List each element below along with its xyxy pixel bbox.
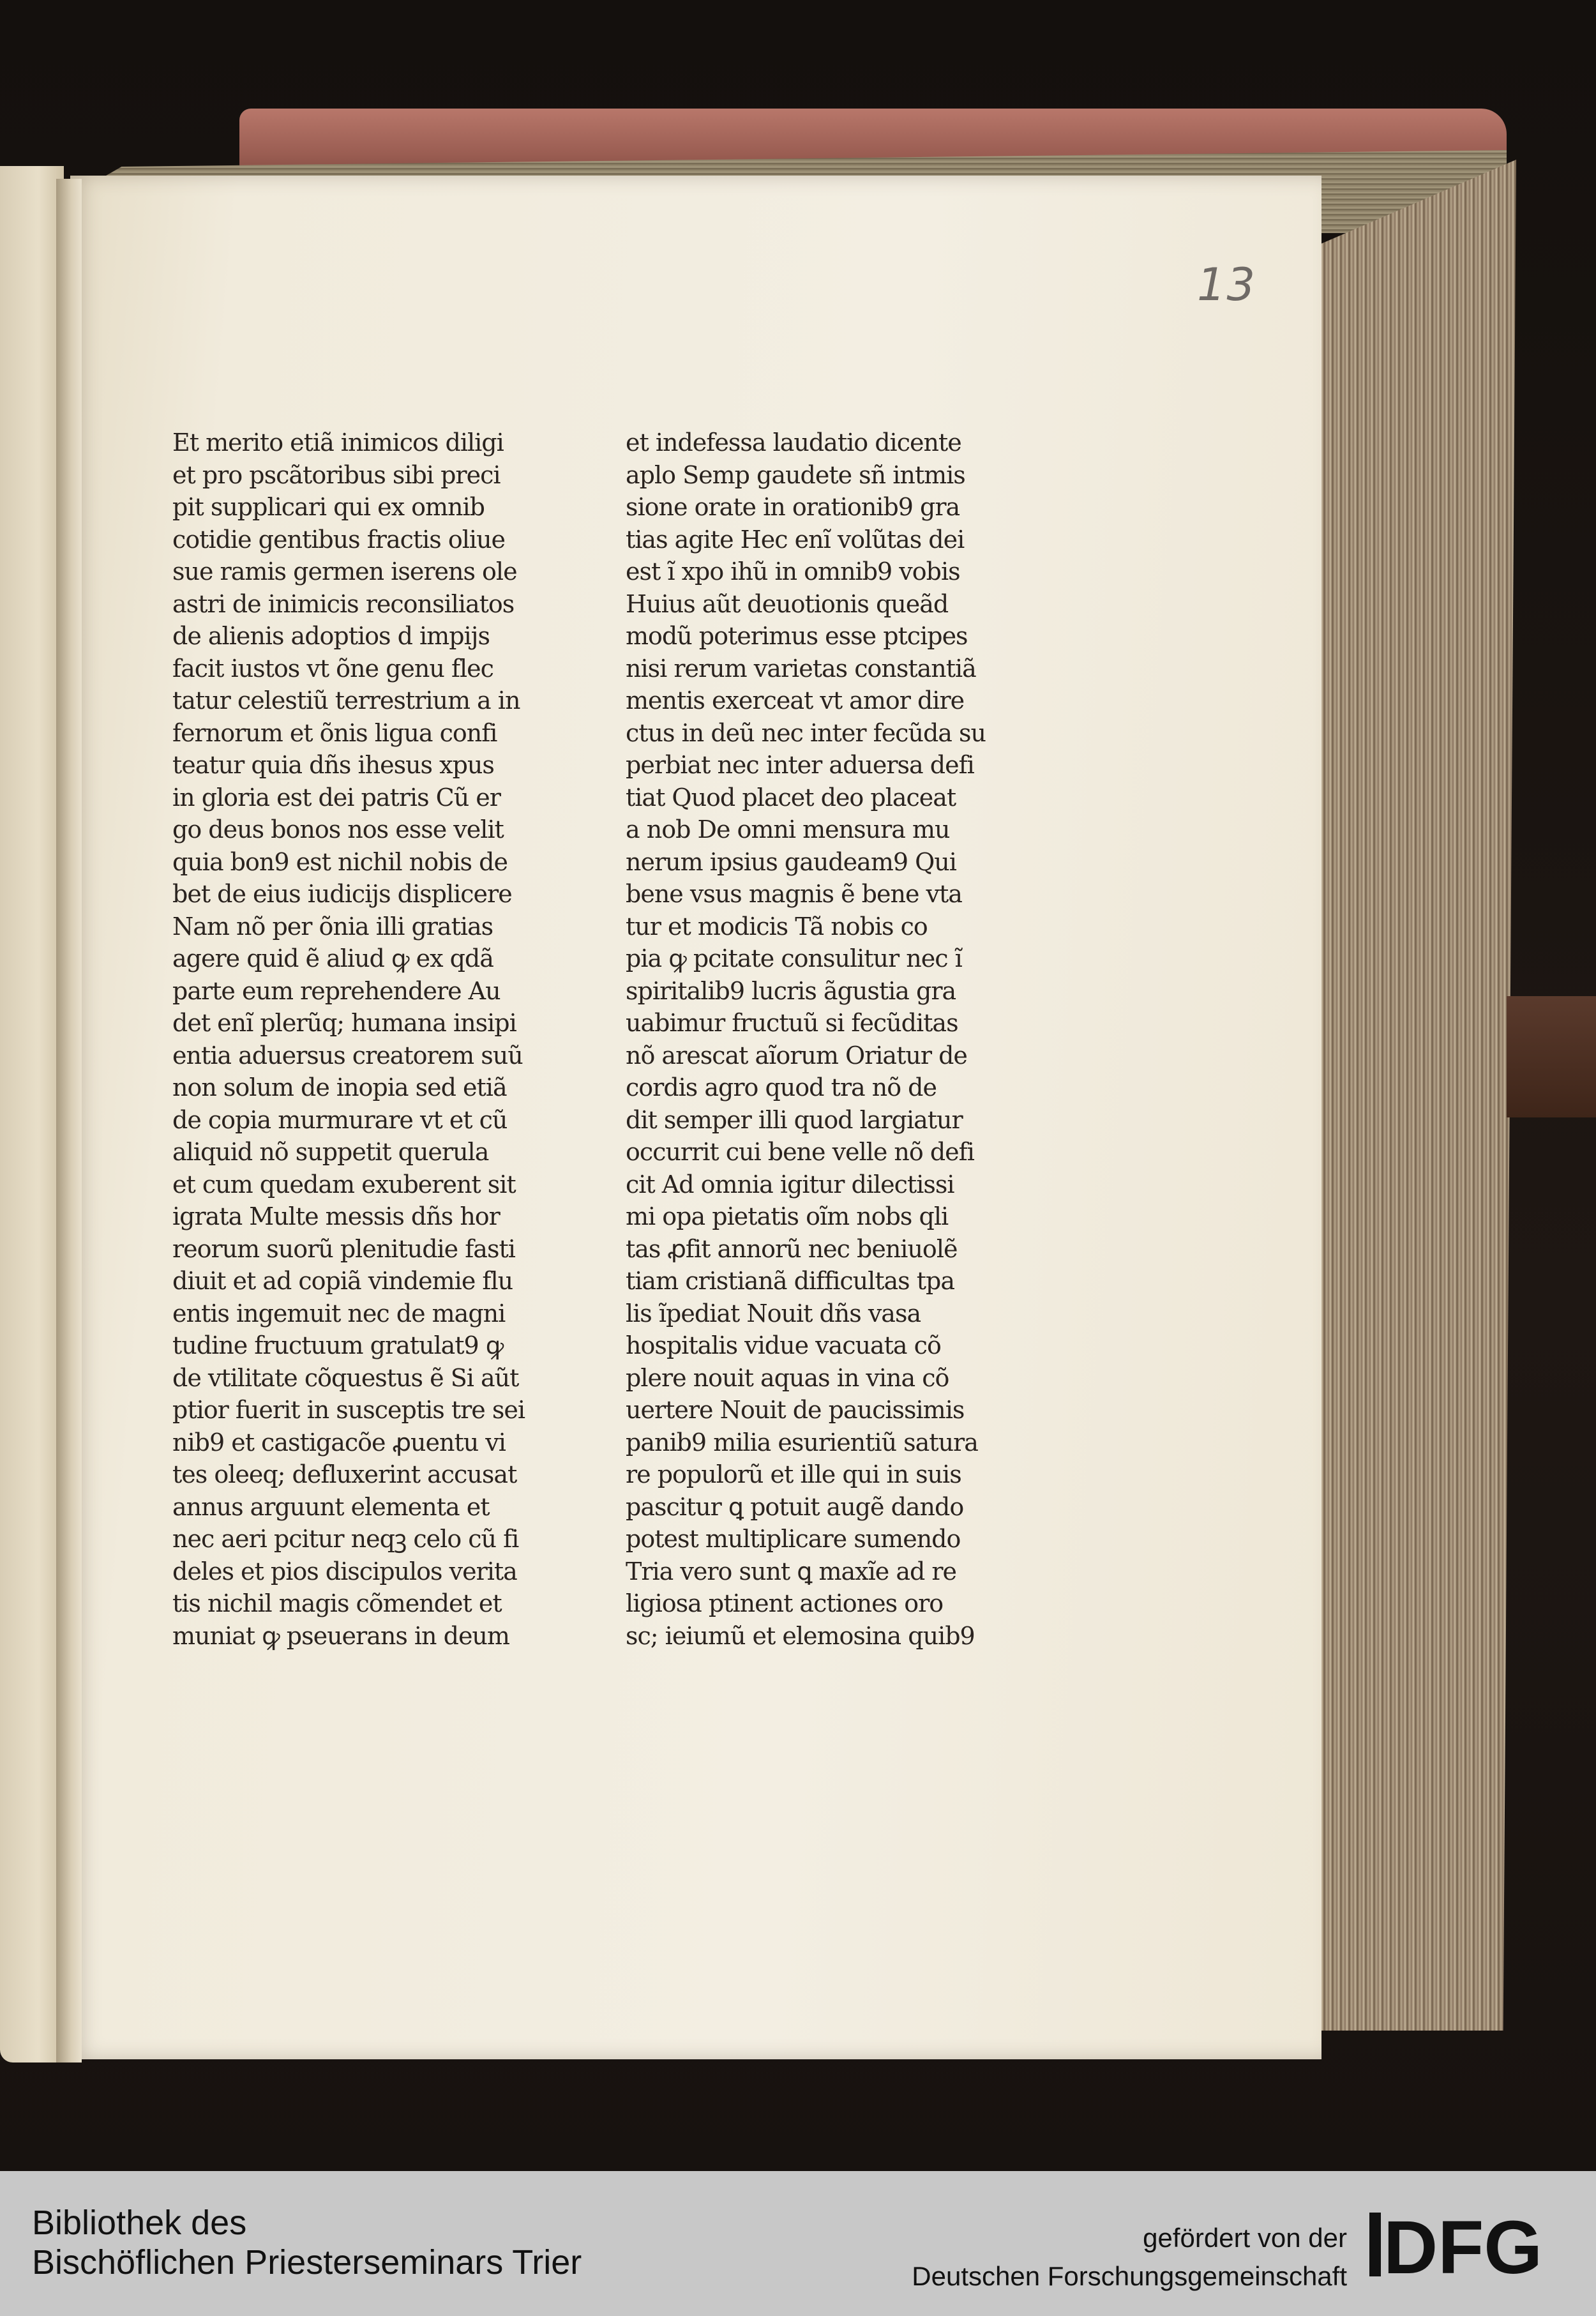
text-line: reorum suorũ plenitudie fasti bbox=[172, 1234, 515, 1263]
text-line: et indefessa laudatio dicente bbox=[626, 428, 961, 457]
funding-line-2: Deutschen Forschungsgemeinschaft bbox=[912, 2261, 1347, 2291]
text-line: det enĩ plerũq; humana insipi bbox=[172, 1009, 516, 1037]
text-line: ligiosa ptinent actiones oro bbox=[626, 1589, 944, 1617]
text-line: Et merito etiã inimicos diligi bbox=[172, 428, 504, 457]
text-line: sue ramis germen iserens ole bbox=[172, 557, 517, 586]
text-line: tis nichil magis cõmendet et bbox=[172, 1589, 502, 1617]
text-line: perbiat nec inter aduersa defi bbox=[626, 751, 974, 779]
text-line: uabimur fructuũ si fecũditas bbox=[626, 1009, 958, 1037]
text-line: nisi rerum varietas constantiã bbox=[626, 654, 976, 683]
text-line: dit semper illi quod largiatur bbox=[626, 1105, 963, 1134]
text-line: nerum ipsius gaudeam9 Qui bbox=[626, 847, 956, 876]
text-line: lis ĩpediat Nouit dñs vasa bbox=[626, 1299, 921, 1328]
text-line: go deus bonos nos esse velit bbox=[172, 815, 504, 844]
text-line: fernorum et õnis ligua confi bbox=[172, 718, 497, 747]
text-line: de vtilitate cõquestus ẽ Si aũt bbox=[172, 1363, 519, 1392]
text-line: plere nouit aquas in vina cõ bbox=[626, 1363, 949, 1392]
book-gutter bbox=[56, 179, 82, 2062]
text-line: et pro pscãtoribus sibi preci bbox=[172, 460, 501, 489]
text-line: a nob De omni mensura mu bbox=[626, 815, 950, 844]
text-line: ctus in deũ nec inter fecũda su bbox=[626, 718, 986, 747]
text-line: uertere Nouit de paucissimis bbox=[626, 1396, 965, 1424]
text-line: de copia murmurare vt et cũ bbox=[172, 1105, 508, 1134]
text-line: pascitur ꝗ potuit augẽ dando bbox=[626, 1492, 964, 1521]
text-line: deles et pios discipulos verita bbox=[172, 1557, 517, 1586]
text-line: tias agite Hec enĩ volũtas dei bbox=[626, 525, 965, 554]
text-line: potest multiplicare sumendo bbox=[626, 1525, 961, 1553]
text-line: mi opa pietatis oĩm nobs qli bbox=[626, 1202, 949, 1230]
funding-line-1: gefördert von der bbox=[1143, 2223, 1347, 2253]
text-line: diuit et ad copiã vindemie flu bbox=[172, 1267, 513, 1295]
text-line: tiam cristianã difficultas tpa bbox=[626, 1267, 955, 1295]
text-line: igrata Multe messis dñs hor bbox=[172, 1202, 500, 1230]
text-line: entis ingemuit nec de magni bbox=[172, 1299, 506, 1328]
text-line: modũ poterimus esse ptcipes bbox=[626, 622, 968, 650]
text-column-left bbox=[172, 427, 555, 1652]
text-line: hospitalis vidue vacuata cõ bbox=[626, 1331, 941, 1359]
text-line: annus arguunt elementa et bbox=[172, 1492, 490, 1521]
text-line: aplo Semp gaudete sñ intmis bbox=[626, 460, 965, 489]
text-line: de alienis adoptios d impijs bbox=[172, 622, 490, 650]
dfg-logo-text: DFG bbox=[1383, 2206, 1543, 2283]
text-line: est ĩ xpo ihũ in omnib9 vobis bbox=[626, 557, 960, 586]
folio-number: 13 bbox=[1197, 259, 1257, 311]
text-line: Huius aũt deuotionis queãd bbox=[626, 589, 949, 618]
dfg-logo bbox=[1369, 2206, 1574, 2283]
text-line: parte eum reprehendere Au bbox=[172, 976, 501, 1005]
text-line: re populorũ et ille qui in suis bbox=[626, 1460, 961, 1488]
text-line: cit Ad omnia igitur dilectissi bbox=[626, 1170, 954, 1199]
library-line-2: Bischöflichen Priesterseminars Trier bbox=[32, 2243, 582, 2282]
text-line: tatur celestiũ terrestrium a in bbox=[172, 686, 520, 715]
book-clasp-strap bbox=[1507, 996, 1596, 1117]
text-line: pia ꝙ pcitate consulitur nec ĩ bbox=[626, 944, 962, 973]
text-line: tas ꝓfit annorũ nec beniuolẽ bbox=[626, 1234, 958, 1263]
text-line: teatur quia dñs ihesus xpus bbox=[172, 751, 494, 779]
text-line: bene vsus magnis ẽ bene vta bbox=[626, 880, 962, 908]
text-line: quia bon9 est nichil nobis de bbox=[172, 847, 508, 876]
text-line: tes oleeq; defluxerint accusat bbox=[172, 1460, 517, 1488]
funding-credit bbox=[912, 2219, 1347, 2296]
text-line: panib9 milia esurientiũ satura bbox=[626, 1428, 978, 1457]
text-line: in gloria est dei patris Cũ er bbox=[172, 783, 501, 812]
text-line: aliquid nõ suppetit querula bbox=[172, 1138, 489, 1166]
text-column-right bbox=[626, 427, 1009, 1652]
text-line: et cum quedam exuberent sit bbox=[172, 1170, 516, 1199]
text-line: spiritalib9 lucris ãgustia gra bbox=[626, 976, 956, 1005]
text-line: tiat Quod placet deo placeat bbox=[626, 783, 956, 812]
text-line: astri de inimicis reconsiliatos bbox=[172, 589, 515, 618]
text-line: non solum de inopia sed etiã bbox=[172, 1073, 507, 1101]
footer-bar bbox=[0, 2171, 1596, 2316]
text-line: sione orate in orationib9 gra bbox=[626, 493, 960, 521]
text-line: agere quid ẽ aliud ꝙ ex qdã bbox=[172, 944, 493, 973]
text-line: mentis exerceat vt amor dire bbox=[626, 686, 965, 715]
text-line: occurrit cui bene velle nõ defi bbox=[626, 1138, 974, 1166]
page-edges-right bbox=[1299, 160, 1516, 2031]
text-line: sc; ieiumũ et elemosina quib9 bbox=[626, 1621, 975, 1650]
text-line: facit iustos vt õne genu flec bbox=[172, 654, 493, 683]
text-line: ptior fuerit in susceptis tre sei bbox=[172, 1396, 525, 1424]
text-line: Tria vero sunt ꝗ maxĩe ad re bbox=[626, 1557, 957, 1586]
text-line: cordis agro quod tra nõ de bbox=[626, 1073, 937, 1101]
text-line: cotidie gentibus fractis oliue bbox=[172, 525, 506, 554]
text-line: bet de eius iudicijs displicere bbox=[172, 880, 512, 908]
text-line: nec aeri pcitur neqꝫ celo cũ fi bbox=[172, 1525, 519, 1553]
library-line-1: Bibliothek des bbox=[32, 2204, 247, 2242]
text-line: Nam nõ per õnia illi gratias bbox=[172, 912, 493, 941]
library-credit bbox=[32, 2203, 582, 2282]
text-line: entia aduersus creatorem suũ bbox=[172, 1041, 523, 1070]
text-line: tudine fructuum gratulat9 ꝙ bbox=[172, 1331, 504, 1359]
text-line: nib9 et castigacõe ꝓuentu vi bbox=[172, 1428, 506, 1457]
text-line: tur et modicis Tã nobis co bbox=[626, 912, 928, 941]
text-line: pit supplicari qui ex omnib bbox=[172, 493, 485, 521]
left-page-edge bbox=[0, 166, 64, 2062]
text-line: muniat ꝙ pseuerans in deum bbox=[172, 1621, 509, 1650]
text-line: nõ arescat aĩorum Oriatur de bbox=[626, 1041, 967, 1070]
